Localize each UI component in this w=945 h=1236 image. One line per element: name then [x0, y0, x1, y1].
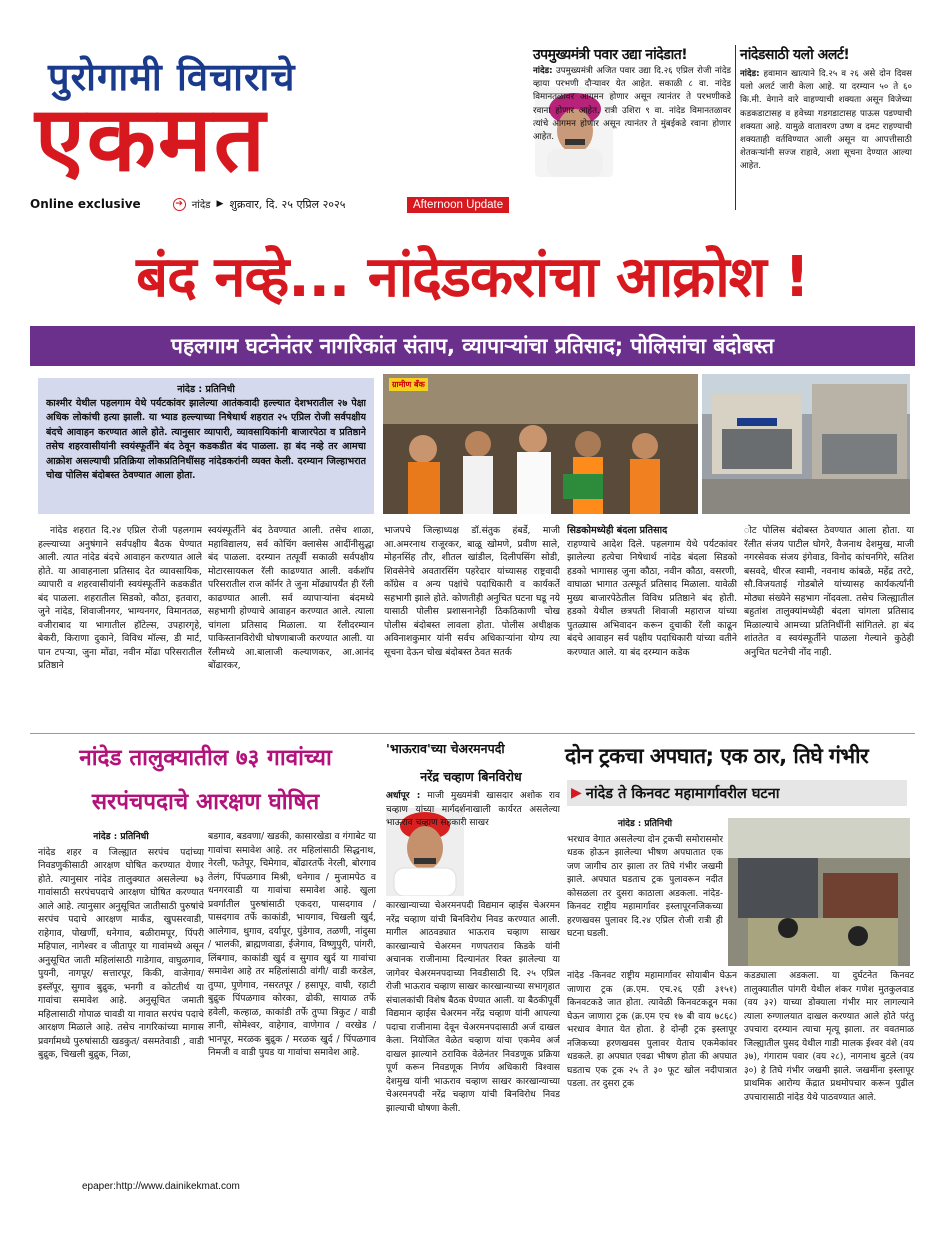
protest-crowd-image	[383, 374, 698, 514]
sidebar-subhead: सिडकोमध्येही बंदला प्रतिसाद	[567, 525, 668, 536]
accident-subhead: नांदेड ते किनवट महामार्गावरील घटना	[585, 786, 780, 802]
byline: नांदेड : प्रतिनिधी	[93, 831, 149, 842]
chairman-body: कारखान्याच्या चेअरमनपदी विद्यमान व्हाईस चेअरमन नरेंद्र चव्हाण यांची बिनविरोध निवड करण्यात आली. मागील आठवड्यात भाऊराव चव्हाण साखर कारखान्याचे चेअरमन गणपतराव किडके यांनी अचानक राजीनामा दिल्यानंतर रिक्त झालेल्या या जागेवर चेअरमनपदाच्या निवडीसाठी दि. २५ एप्रिल रोजी भाऊराव चव्हाण साखर कारखान्याच्या सभागृहात संचालकांची विशेष बैठक घेण्यात आली. या बैठकीपूर्वी विद्यमान व्हाईस चेअरमन नरेंद्र चव्हाण यांनी आपल्या पदाचा राजीनामा देवून चेअरमनपदासाठी अर्ज दाखल केला. नियोजित वेळेत चव्हाण यांचा एकमेव अर्ज दाखल झाल्याने ठराविक वेळेनंतर निवडणूक प्रक्रिया पूर्ण करून निवडणूक निर्णय अधिकारी विश्वास देशमुख यांनी भाऊराव चव्हाण साखर कारखान्याच्या चेअरमनपदी नरेंद्र चव्हाण यांची बिनविरोध निवड झाल्याची घोषणा केली.	[386, 901, 560, 1114]
main-col-5: ोट पोलिस बंदोबस्त ठेवण्यात आला होता. या रॅलीत संजय पाटील घोगरे, वैजनाथ देशमुख, माजी नगरसेवक संजय इंगेवाड, विनोद कांचनगिरे, सतिश बसवदे, धीरज स्वामी, नवनाथ कांबळे, महेंद्र तरटे, सौ.विजयताई गोडबोले यांच्यासह कार्यकर्त्यांनी मोठ्या संख्येने सहभाग नोंदवला. तसेच जिल्ह्यातील बहुतांश तालुक्यांमध्येही बंदला चांगला प्रतिसाद मिळाल्याचे आमच्या प्रतिनिधींनी सांगितले. हा बंद शांततेत व स्वयंस्फूर्तीने पाळला गेल्याने कुठेही अनुचित घटनेची नोंद नाही.	[744, 525, 914, 658]
accident-photo	[728, 818, 910, 966]
chairman-kicker: 'भाऊराव'च्या चेअरमनपदी	[386, 741, 505, 756]
play-icon: ▶	[571, 785, 582, 801]
accident-col-1: नांदेड -किनवट राष्ट्रीय महामार्गावर सोयाबीन घेऊन जाणारा ट्रक (क्र.एम. एच.२६ एडी ३१५१) किनवटकडे जात होता. त्यावेळी किनवटकडून मका घेऊन जाणारा ट्रक (क्र.एम एच १७ बी वाय ७८६८) भरधाव वेगात येत होता. हे दोन्ही ट्रक इस्लापूर नजिकच्या हरणखवस पुलावर येताच एकमेकांवर धडकले. हा अपघात एवढा भीषण होता की अपघात घडताच एक ट्रक २५ ते ३० फूट खोल नदीपात्रात पडला. तर दुसरा ट्रक	[567, 971, 737, 1089]
online-label: Online exclusive	[30, 197, 141, 211]
accident-subhead-bar	[567, 780, 907, 806]
update-badge: Afternoon Update	[407, 197, 509, 213]
rule	[30, 733, 915, 734]
chairman-headline: नरेंद्र चव्हाण बिनविरोध	[420, 769, 522, 784]
story-text: हवामान खात्याने दि.२५ व २६ असे दोन दिवस यलो अलर्ट जारी केला आहे. या दरम्यान ५० ते ६० कि.मी. वेगाने वारे वाहण्याची शक्यता असून विजेच्या कडकडाटासह व हवेच्या गडगडाटासह पाऊस पडण्याची शक्यता आहे. यामुळे वातावरण उष्ण व दमट राहण्याची शक्यताही वर्तविण्यात आली असून या आपत्तीसाठी शेतकऱ्यांनी सज्ज राहावे, अशा सूचना देण्यात आल्या आहेत.	[740, 69, 912, 172]
main-col-2: स्वयंस्फूर्तीने बंद ठेवण्यात आली. तसेच शाळा, महाविद्यालय, सर्व कोचिंग क्लासेस आदींनीसुद्धा बंद पाळला. दरम्यान तत्पूर्वी सकाळी सर्वपक्षीय मोटारसायकल रॅली काढण्यात आली. वर्कशॉप परिसरातील राज कॉर्नर ते जुना मोंढ्यापर्यंत ही रॅली काढण्यात आली. सर्व व्यापाऱ्यांना बंदमध्ये सहभागी होण्याचे आवाहन करण्यात आले. त्याला चांगला प्रतिसाद मिळाला. या रॅलीदरम्यान पाकिस्तानविरोधी घोषणाबाजी करण्यात आली. या रॅलीमध्ये आ.बालाजी कल्याणकर, आ.आनंद बोंढारकर,	[208, 525, 374, 671]
sarpanch-col-2: बडगाव, बडवणा/ खडकी, कासारखेडा व गंगाबेट या गावांचा समावेश आहे. तर महिलांसाठी सिद्धनाथ, नेरली, फतेपूर, चिमेगाव, बोंढारतर्फे नेरली, बोरगाव तेलंग, पिंपळगाव मिश्री, धनेगाव / मुजामपेठ व धनगरवाडी या गावांचा समावेश आहे. खुला प्रवर्गातील पुरुषांसाठी एकदरा, पासदगाव / पासदगाव तर्फे काकांडी, भायगाव, चिखली खुर्द, आलेगाव, थुगाव, दर्यापूर, पुंडेगाव, तळणी, नांदुसा / भालकी, ब्राह्मणवाडा, ईजेगाव, विष्णुपुरी, पांगरी, लिंबगाव, काकांडी खुर्द व सुगाव खुर्द या गावांचा समावेश आहे तर महिलांसाठी वांगी/ वाडी करडेल, तुप्पा, पुणेगाव, नसरतपूर / हसापूर, वाघी, रहाटी बुद्रुक पिंपळगाव कोरका, ढोकी, सायाळ तर्फे हवेली, कल्हाळ, काकांडी तर्फे तुप्पा त्रिकुट / वाडी ज्ञानी, सोमेश्वर, वाहेगाव, वाणेगाव / वरखेड / भानपूर, मरळक बुद्रुक / मरळक खुर्द / पिंपळगाव निमजी व वाडी पुयड या गावांचा समावेश आहे.	[208, 831, 376, 1058]
story-text: उपमुख्यमंत्री अजित पवार उद्या दि.२६ एप्रिल रोजी नांदेड व्हाया परभणी दौऱ्यावर येत आहेत. सकाळी ८ वा. नांदेड विमानतळावर आगमन होणार असून त्यानंतर ते परभणीकडे रवाना होणार आहेत. रात्री उशिरा ९ वा. नांदेड विमानतळावर त्यांचे आगमन होणार असून त्यानंतर ते मुंबईकडे रवाना होणार आहेत.	[533, 66, 731, 143]
story-body	[533, 65, 731, 215]
dateline: नांदेड:	[740, 69, 760, 79]
truck-wreck-image	[728, 818, 910, 966]
byline: नांदेड : प्रतिनिधी	[617, 819, 673, 829]
top-story-1	[533, 45, 731, 217]
main-subhead: पहलगाम घटनेनंतर नागरिकांत संताप, व्यापाऱ्यांचा प्रतिसाद; पोलिसांचा बंदोबस्त	[30, 326, 915, 366]
closed-street-photo	[702, 374, 910, 514]
protest-photo	[383, 374, 698, 514]
main-col-1: नांदेड शहरात दि.२४ एप्रिल रोजी पहलगाम हल्ल्याच्या अनुषंगाने सर्वपक्षीय बैठक घेण्यात आली. त्यात नांदेड बंदचे आवाहन करण्यात आले होते. या आवाहनाला प्रतिसाद देत व्यावसायिक, व्यापारी व शहरवासीयांनी स्वयंस्फूर्तीने कडकडीत बंद पाळला. शहरातील सिडको, कौठा, इतवारा, जुने नांदेड, शिवाजीनगर, भाग्यनगर, विमानतळ, वजीराबाद या भागातील हॉटेल्स, उपहारगृहे, बेकरी, किराणा दुकाने, विविध मॉल्स, डी मार्ट, पान टपऱ्या, जुना मोंढा, नवीन मोंढा परिसरातील प्रतिष्ठाने	[38, 525, 202, 671]
date-label: शुक्रवार, दि. २५ एप्रिल २०२५	[229, 197, 346, 211]
main-headline: बंद नव्हे... नांदेडकरांचा आक्रोश !	[136, 245, 809, 310]
dateline: नांदेड:	[533, 66, 553, 76]
sarpanch-col-1-text: नांदेड शहर व जिल्ह्यात सरपंच पदांच्या निवडणुकीसाठी आरक्षण घोषित करण्यात येणार होते. त्यानुसार नांदेड तालुक्यात असलेल्या ७३ गावांसाठी सरपंचपदाचे आरक्षण घोषित करण्यात आले आहे. त्यानुसार अनुसूचित जातीसाठी पुरुषांचे सरपंच पदाचे आरक्षण मार्कंड, खुपसरवाडी, राहेगाव, पोखर्णी, धनेगाव, बळीरामपूर, पिंपरी महिपाल, नागेश्वर व जीतापूर या गावांमध्ये असून अनुसूचित जाती महिलांसाठी गाडेगाव, वाघुळगाव, पुयनी, नागपूर/ सत्तारपूर, किकी, वाजेगाव/ इस्लॅपूर, सुगाव बुद्रुक, भनगी व कोटतीर्थ या गावांचा समावेश आहे. अनुसूचित जमाती महिलासाठी गोपाळ चावडी या गावात सरपंच पदाचे आरक्षण मिळाले आहे. तसेच नागरिकांच्या मागास प्रवर्गामध्ये पुरुषांसाठी खडकुत/ वसमतेवाडी , वाडी बुद्रुक, चिखली बुद्रुक, निळा,	[38, 846, 204, 1060]
dateline: अर्धापूर :	[386, 791, 421, 801]
masthead-tagline: पुरोगामी विचाराचे	[48, 55, 296, 99]
main-col-4-wrap	[567, 524, 737, 726]
place-label: नांदेड	[191, 200, 211, 211]
main-col-4	[567, 524, 737, 726]
headline: उपमुख्यमंत्री पवार उद्या नांदेडात!	[533, 47, 688, 63]
accident-intro-text: भरधाव वेगात असलेल्या दोन ट्रकची समोरासमोर धडक होऊन झालेल्या भीषण अपघातात एक जण जागीच ठार झाला तर तिघे गंभीर जखमी झाले. अपघात घडताच ट्रक पुलावरून नदीत कोसळला तर दुसरा काठाला अडकला. नांदेड-किनवट राष्ट्रीय महामार्गावर इस्लापूरनजिकच्या हरणखवस पुलावर दि.२४ एप्रिल रोजी रात्री ही घटना घडली.	[567, 834, 723, 939]
chairman-intro	[386, 790, 560, 900]
lead-box	[38, 378, 374, 514]
photo-banner: ग्रामीण बँक	[389, 378, 428, 391]
story-body	[740, 68, 912, 218]
epaper-link[interactable]: epaper:http://www.dainikekmat.com	[82, 1181, 240, 1192]
sarpanch-headline-1: नांदेड तालुक्यातील ७३ गावांच्या	[79, 745, 332, 771]
top-story-2	[740, 45, 912, 217]
masthead-title: एकमत	[35, 87, 268, 192]
main-col-4-text: राहण्याचे आदेश दिले. पहलगाम येथे पर्यटकांवर झालेल्या हत्येचा निषेधार्थ नांदेड बंदला सिडको हडको भागासह जुना कौठा, नवीन कौठा, वसरणी, वाघाळा भागात उत्स्फूर्त प्रतिसाद मिळाला. यावेळी मुख्य बाजारपेठेतील विविध प्रतिष्ठाने बंद होती. हडको येथील छत्रपती शिवाजी महाराज यांच्या पुतळ्यास अभिवादन करून दुचाकी रॅली काढून बंदचे आवाहन सर्व पक्षीय पदाधिकारी यांच्या वतीने करण्यात आले. या बंद दरम्यान कडेक	[567, 538, 737, 658]
headline: नांदेडसाठी यलो अलर्ट!	[740, 47, 850, 63]
play-icon: ▶	[216, 199, 224, 209]
closed-shops-image	[702, 374, 910, 514]
accident-intro	[567, 818, 723, 978]
sarpanch-col-1	[38, 830, 204, 1165]
top-divider	[735, 45, 736, 210]
main-col-3: भाजपचे जिल्हाध्यक्ष डॉ.संतुक हंबर्डे, माजी आ.अमरनाथ राजूरकर, बाळू खोमणे, प्रवीण साले, मोहनसिंह तौर, शीतल खांडील, दिलीपसिंग सोडी, शिवसेनेचे अवतारसिंग पहरेदार यांच्यासह राष्ट्रवादी काँग्रेस व अन्य पक्षांचे पदाधिकारी व कार्यकर्ते सहभागी झाले होते. कोणतीही अनुचित घटना घडू नये यासाठी पोलीस प्रशासनानेही ठिकठिकाणी चोख पोलीस बंदोबस्त लावला होता. पोलीस अधीक्षक अविनाशकुमार यांनी सर्वच अधिकाऱ्यांना योग्य त्या सूचना देऊन चोख बंदोबस्त ठेवत सतर्क	[384, 525, 560, 658]
lead-text: काश्मीर येथील पहलगाम येथे पर्यटकांवर झालेल्या आतंकवादी हल्ल्यात देशभरातील २७ पेक्षा अधिक लोकांची हत्या झाली. या भ्याड हल्ल्याच्या निषेधार्थ शहरात २५ एप्रिल रोजी सर्वपक्षीय बंदचे आवाहन करण्यात आले होते. त्यानुसार व्यापारी, व्यावसायिकांनी बाजारपेठा व प्रतिष्ठाने तसेच शहरवासीयांनी स्वयंस्फूर्तीने बंद ठेवून कडकडीत बंद पाळला. हा बंद नव्हे तर आमचा आक्रोश असल्याची प्रतिक्रिया लोकप्रतिनिधींसह नांदेडकरांनी व्यक्त केली. दरम्यान जिल्हाभरात चोख पोलिस बंदोबस्त ठेवण्यात आला होता.	[46, 398, 366, 482]
accident-col-2: कडड्याला अडकला. या दुर्घटनेत किनवट तालुक्यातील पांगरी येथील शंकर गणेश मुतकुलवाड (वय ३२) याच्या डोक्याला गंभीर मार लागल्याने त्याला रुग्णालयात दाखल करण्यात आले होते परंतु उपचारा दरम्यान त्याचा मृत्यू झाला. तर ववतमाळ जिल्ह्यातील पुसद येथील गाडी मालक ईश्वर वंशे (वय ३७), गंगाराम पवार (वय २८), नागनाथ बुटले (वय ३०) हे तिघे गंभीर जखमी झाले. जखमींना इस्लापूर प्राथमिक आरोग्य केंद्रात प्रथमोपचार करून पुढील उपचारासाठी नांदेड येथे पाठवण्यात आले.	[744, 971, 914, 1103]
accident-headline: दोन ट्रकचा अपघात; एक ठार, तिघे गंभीर	[565, 744, 869, 768]
arrow-circle-icon: ➔	[173, 198, 186, 211]
sarpanch-headline-2: सरपंचपदाचे आरक्षण घोषित	[91, 789, 320, 815]
byline: नांदेड : प्रतिनिधी	[177, 384, 235, 395]
chairman-intro-text: माजी मुख्यमंत्री खासदार अशोक राव चव्हाण यांच्या मार्गदर्शनाखाली कार्यरत असलेल्या भाऊराव चव्हाण सहकारी साखर	[386, 791, 560, 828]
